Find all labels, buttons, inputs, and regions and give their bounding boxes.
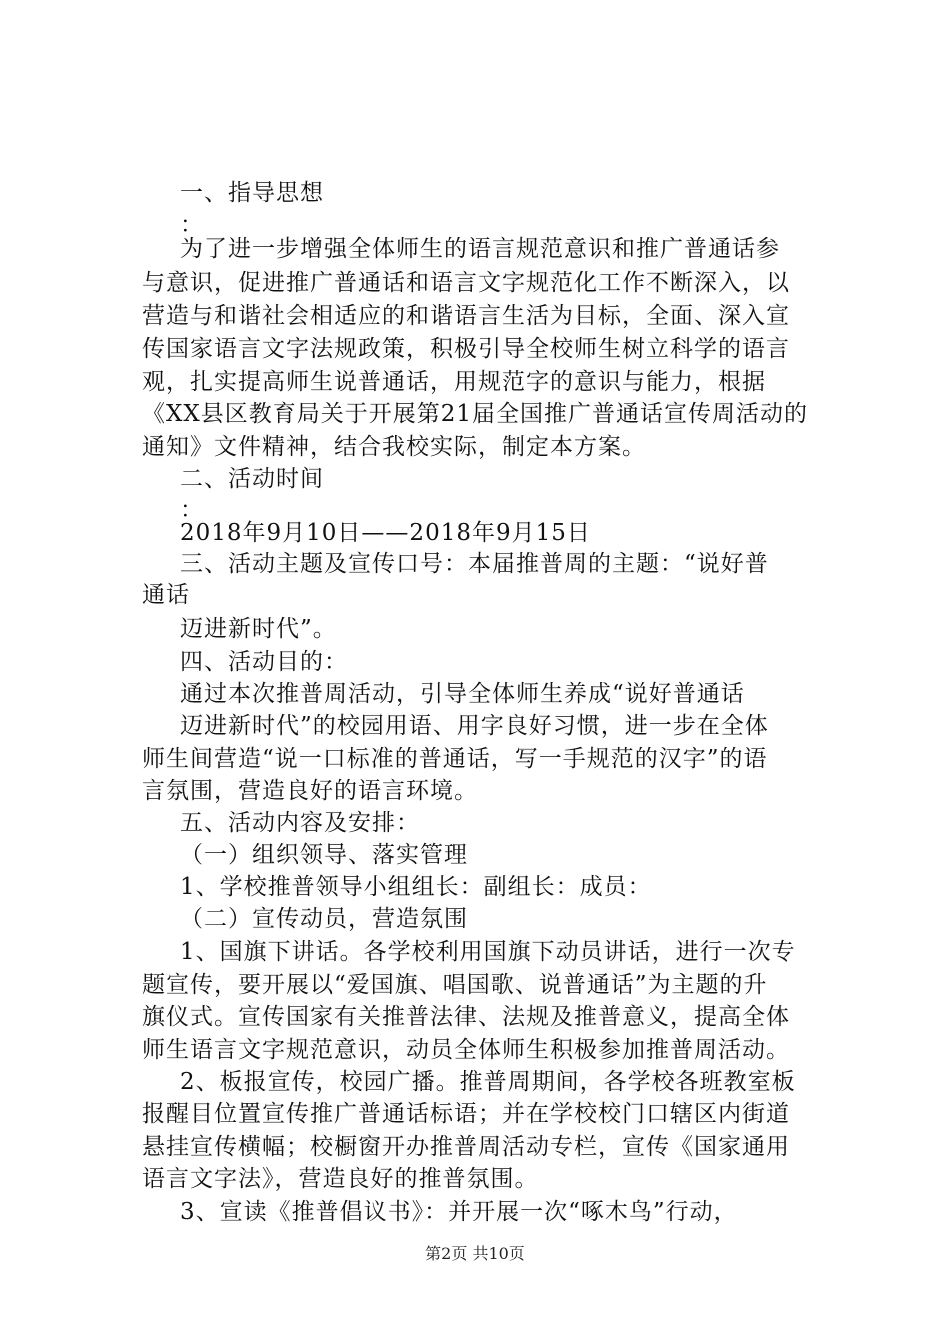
paragraph-line: 通过本次推普周活动，引导全体师生养成“说好普通话 <box>180 681 745 707</box>
activity-date-range: 2018年9月10日——2018年9月15日 <box>180 520 591 546</box>
paragraph-line: 言氛围，营造良好的语言环境。 <box>142 778 478 804</box>
paragraph-line: 旗仪式。宣传国家有关推普法律、法规及推普意义，提高全体 <box>142 1004 790 1030</box>
paragraph-line: 3、宣读《推普倡议书》：并开展一次“啄木鸟”行动， <box>180 1199 738 1225</box>
subheading-organization: （一）组织领导、落实管理 <box>180 842 468 868</box>
paragraph-line: 与意识，促进推广普通话和语言文字规范化工作不断深入，以 <box>142 270 790 296</box>
paragraph-line: 题宣传，要开展以“爱国旗、唱国歌、说普通话”为主题的升 <box>142 972 768 998</box>
paragraph-line: 师生语言文字规范意识，动员全体师生积极参加推普周活动。 <box>142 1037 790 1063</box>
paragraph-line: 2、板报宣传，校园广播。推普周期间，各学校各班教室板 <box>180 1069 796 1095</box>
paragraph-line: 1、学校推普领导小组组长：副组长：成员： <box>180 874 652 900</box>
heading-activity-purpose: 四、活动目的： <box>180 649 348 675</box>
heading-activity-time: 二、活动时间 <box>180 466 324 492</box>
paragraph-line: 语言文字法》，营造良好的推普氛围。 <box>142 1166 539 1192</box>
paragraph-line: 迈进新时代”。 <box>180 616 337 642</box>
paragraph-line: 观，扎实提高师生说普通话，用规范字的意识与能力，根据 <box>142 369 766 395</box>
paragraph-line: 悬挂宣传横幅；校橱窗开办推普周活动专栏，宣传《国家通用 <box>142 1134 790 1160</box>
heading-activity-content: 五、活动内容及安排： <box>180 810 420 836</box>
paragraph-line: 通话 <box>142 582 190 608</box>
colon-line: ： <box>180 497 204 523</box>
subheading-publicity: （二）宣传动员，营造氛围 <box>180 906 468 932</box>
paragraph-line: 为了进一步增强全体师生的语言规范意识和推广普通话参 <box>180 236 780 262</box>
paragraph-line: 通知》文件精神，结合我校实际，制定本方案。 <box>142 434 646 460</box>
paragraph-line: 师生间营造“说一口标准的普通话，写一手规范的汉字”的语 <box>142 746 768 772</box>
paragraph-line: 1、国旗下讲话。各学校利用国旗下动员讲话，进行一次专 <box>180 939 796 965</box>
paragraph-line: 传国家语言文字法规政策，积极引导全校师生树立科学的语言 <box>142 336 790 362</box>
paragraph-line: 营造与和谐社会相适应的和谐语言生活为目标，全面、深入宣 <box>142 303 790 329</box>
paragraph-line: 《XX县区教育局关于开展第21届全国推广普通话宣传周活动的 <box>142 401 809 427</box>
paragraph-line: 报醒目位置宣传推广普通话标语；并在学校校门口辖区内街道 <box>142 1101 790 1127</box>
heading-activity-theme: 三、活动主题及宣传口号：本届推普周的主题：“说好普 <box>180 551 769 577</box>
colon-line: ： <box>180 212 204 238</box>
heading-guiding-thought: 一、指导思想 <box>180 180 324 206</box>
paragraph-line: 迈进新时代”的校园用语、用字良好习惯，进一步在全体 <box>180 713 769 739</box>
page-number-footer: 第2页 共10页 <box>425 1244 525 1263</box>
